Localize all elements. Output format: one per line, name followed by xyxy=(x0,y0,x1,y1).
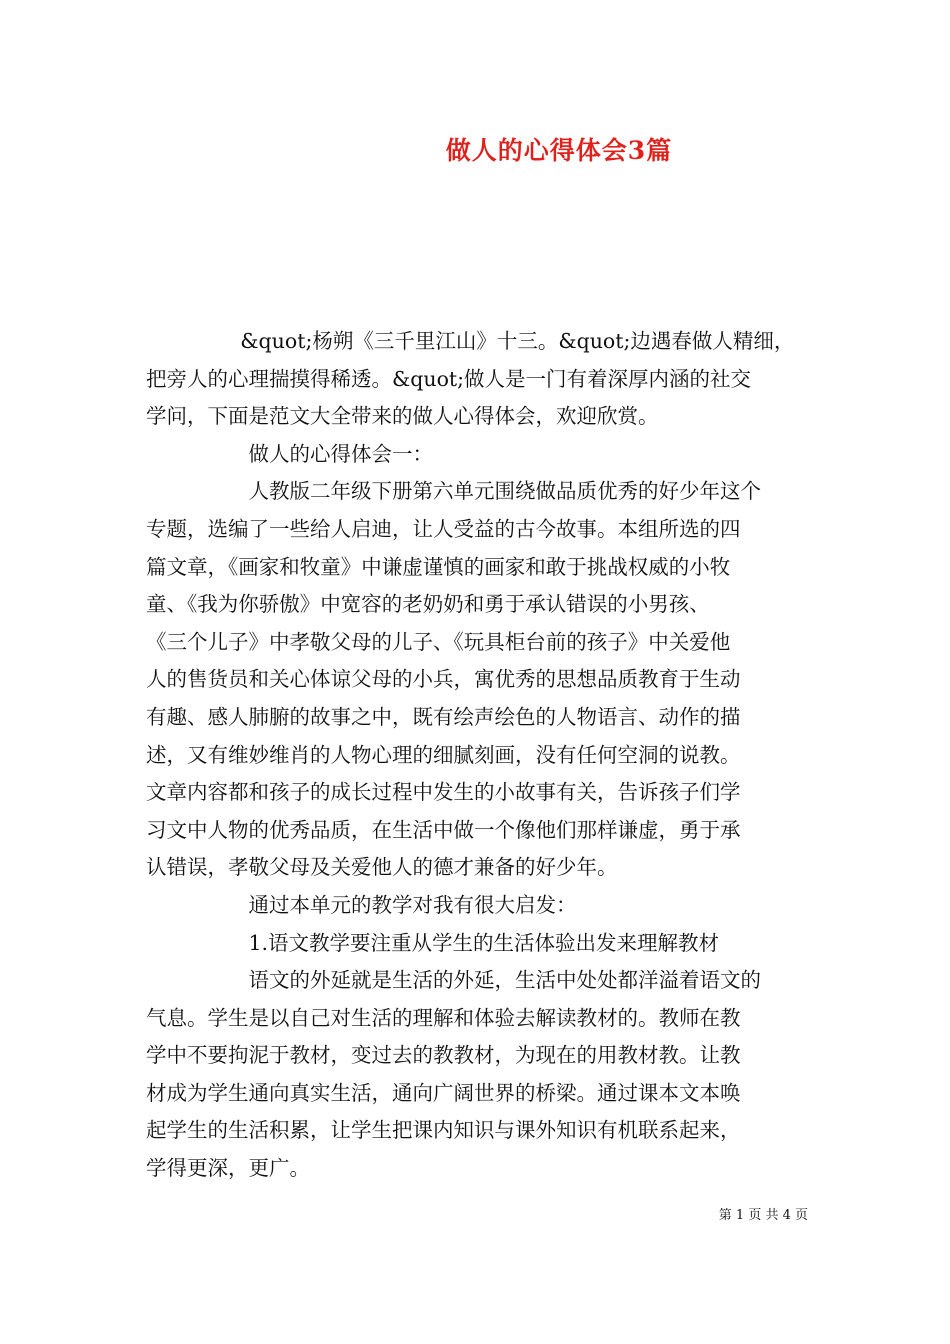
text-line: 学得更深，更广。 xyxy=(146,1156,310,1181)
text-line: 文章内容都和孩子的成长过程中发生的小故事有关，告诉孩子们学 xyxy=(146,780,741,805)
text-line: 童、《我为你骄傲》中宽容的老奶奶和勇于承认错误的小男孩、 xyxy=(146,592,710,617)
text-line: 认错误，孝敬父母及关爱他人的德才兼备的好少年。 xyxy=(146,855,618,880)
text-line: 气息。学生是以自己对生活的理解和体验去解读教材的。教师在教 xyxy=(146,1005,741,1030)
text-line: &quot;杨朔《三千里江山》十三。&quot;边遇春做人精细， xyxy=(240,329,795,353)
section-heading-one: 做人的心得体会一： xyxy=(248,441,433,466)
text-line: 语文的外延就是生活的外延，生活中处处都洋溢着语文的 xyxy=(248,968,761,993)
text-line: 学问，下面是范文大全带来的做人心得体会，欢迎欣赏。 xyxy=(146,404,659,429)
paragraph-intro xyxy=(146,323,810,436)
page-number-footer: 第 1 页 共 4 页 xyxy=(718,1208,808,1223)
text-line: 人的售货员和关心体谅父母的小兵，寓优秀的思想品质教育于生动 xyxy=(146,667,741,692)
text-line: 述，又有维妙维肖的人物心理的细腻刻画，没有任何空洞的说教。 xyxy=(146,742,741,767)
text-line: 《三个儿子》中孝敬父母的儿子、《玩具柜台前的孩子》中关爱他 xyxy=(146,629,731,654)
text-line: 习文中人物的优秀品质，在生活中做一个像他们那样谦虚，勇于承 xyxy=(146,817,741,842)
document-title: 做人的心得体会3篇 xyxy=(445,136,673,165)
text-line: 篇文章，《画家和牧童》中谦虚谨慎的画家和敢于挑战权威的小牧 xyxy=(146,554,731,579)
paragraph-body-one xyxy=(146,473,810,887)
text-line: 把旁人的心理揣摸得稀透。&quot;做人是一门有着深厚内涵的社交 xyxy=(146,366,752,391)
text-line: 材成为学生通向真实生活，通向广阔世界的桥梁。通过课本文本唤 xyxy=(146,1080,741,1105)
text-line: 人教版二年级下册第六单元围绕做品质优秀的好少年这个 xyxy=(248,479,761,504)
paragraph-body-two xyxy=(146,962,810,1188)
text-line: 学中不要拘泥于教材，变过去的教教材，为现在的用教材教。让教 xyxy=(146,1043,741,1068)
section-point-one: 1.语文教学要注重从学生的生活体验出发来理解教材 xyxy=(248,930,720,955)
document-body xyxy=(146,323,810,1188)
text-line: 有趣、感人肺腑的故事之中，既有绘声绘色的人物语言、动作的描 xyxy=(146,704,741,729)
text-line: 专题，选编了一些给人启迪，让人受益的古今故事。本组所选的四 xyxy=(146,516,741,541)
text-line: 起学生的生活积累，让学生把课内知识与课外知识有机联系起来， xyxy=(146,1118,741,1143)
section-heading-inspiration: 通过本单元的教学对我有很大启发： xyxy=(248,892,577,917)
